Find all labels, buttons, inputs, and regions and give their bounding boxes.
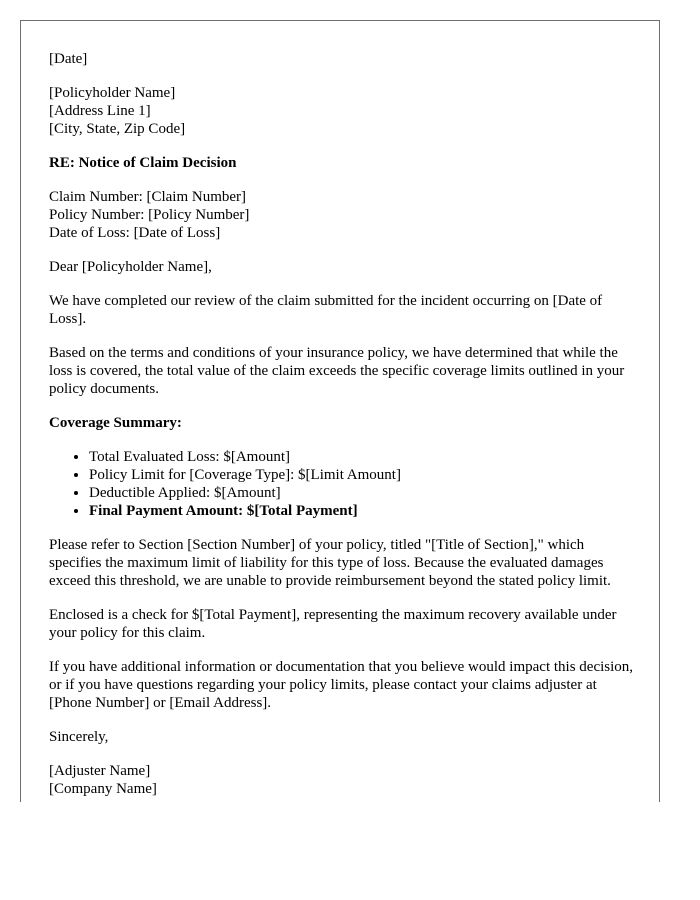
closing: Sincerely, bbox=[49, 729, 109, 745]
paragraph-section-reference: Please refer to Section [Section Number] of your policy, titled "[Title of Section]," which specifies the maximum limit of liability for this type of loss. Because the evaluated damages exceed this threshold, we are unable to provide reimbursement beyond the stated policy limit. bbox=[49, 537, 611, 589]
paragraph-limits-exceeded: Based on the terms and conditions of your insurance policy, we have determined that while the loss is covered, the total value of the claim exceeds the specific coverage limits outlined in your policy documents. bbox=[49, 345, 625, 397]
date-of-loss: Date of Loss: [Date of Loss] bbox=[49, 225, 221, 241]
list-item-deductible: • Deductible Applied: $[Amount] bbox=[89, 484, 639, 502]
claim-number: Claim Number: [Claim Number] bbox=[49, 189, 247, 205]
list-item-total-evaluated-loss: • Total Evaluated Loss: $[Amount] bbox=[89, 448, 639, 466]
reference-block bbox=[49, 188, 639, 242]
paragraph-contact-info: If you have additional information or documentation that you believe would impact this decision, or if you have questions regarding your policy limits, please contact your claims adjuster at [Phone Number] or [Email Address]. bbox=[49, 659, 634, 711]
list-item-policy-limit: • Policy Limit for [Coverage Type]: $[Limit Amount] bbox=[89, 466, 639, 484]
letter-body bbox=[49, 50, 639, 802]
coverage-summary-list bbox=[49, 448, 639, 520]
subject-line: RE: Notice of Claim Decision bbox=[49, 155, 237, 171]
salutation: Dear [Policyholder Name], bbox=[49, 259, 212, 275]
adjuster-name: [Adjuster Name] bbox=[49, 763, 151, 779]
recipient-address-block bbox=[49, 84, 639, 138]
signature-block bbox=[49, 762, 639, 798]
list-item-final-payment: • Final Payment Amount: $[Total Payment] bbox=[89, 502, 639, 520]
letter-frame bbox=[20, 20, 660, 802]
paragraph-enclosed-check: Enclosed is a check for $[Total Payment], representing the maximum recovery available under your policy for this claim. bbox=[49, 607, 617, 641]
recipient-name: [Policyholder Name] bbox=[49, 85, 176, 101]
recipient-city-state-zip: [City, State, Zip Code] bbox=[49, 121, 186, 137]
paragraph-review-complete: We have completed our review of the claim submitted for the incident occurring on [Date of Loss]. bbox=[49, 293, 603, 327]
recipient-address-line-1: [Address Line 1] bbox=[49, 103, 151, 119]
company-name: [Company Name] bbox=[49, 781, 157, 797]
letter-date: [Date] bbox=[49, 51, 88, 67]
coverage-summary-heading: Coverage Summary: bbox=[49, 415, 182, 431]
policy-number: Policy Number: [Policy Number] bbox=[49, 207, 250, 223]
